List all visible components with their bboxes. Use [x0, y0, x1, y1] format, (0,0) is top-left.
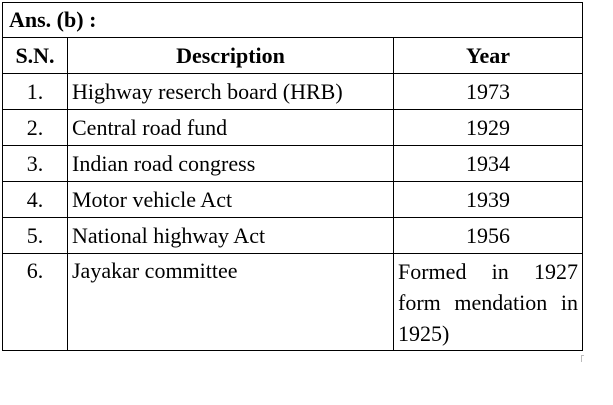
cell-description: Jayakar committee [68, 254, 394, 351]
table-row [3, 254, 583, 351]
column-header-year: Year [394, 38, 583, 74]
cell-year: 1929 [394, 110, 583, 146]
cell-description: Indian road congress [68, 146, 394, 182]
table-row [3, 74, 583, 110]
table-row [3, 218, 583, 254]
header-row [3, 38, 583, 74]
column-header-sn: S.N. [3, 38, 68, 74]
cell-sn: 3. [3, 146, 68, 182]
answer-table [2, 2, 583, 351]
column-header-description: Description [68, 38, 394, 74]
cell-description: Central road fund [68, 110, 394, 146]
cell-description: Motor vehicle Act [68, 182, 394, 218]
cell-year: 1956 [394, 218, 583, 254]
table-row [3, 110, 583, 146]
cell-sn: 5. [3, 218, 68, 254]
cell-sn: 2. [3, 110, 68, 146]
table-row [3, 146, 583, 182]
cell-sn: 6. [3, 254, 68, 351]
cell-year: 1973 [394, 74, 583, 110]
table-row [3, 182, 583, 218]
cell-year: Formed in 1927 form mendation in 1925) [394, 254, 583, 351]
cell-year: 1939 [394, 182, 583, 218]
cell-description: National highway Act [68, 218, 394, 254]
cell-year: 1934 [394, 146, 583, 182]
answer-title: Ans. (b) : [3, 3, 583, 38]
cell-sn: 4. [3, 182, 68, 218]
title-row [3, 3, 583, 38]
cell-description: Highway reserch board (HRB) [68, 74, 394, 110]
resize-corner-mark [581, 355, 584, 362]
cell-sn: 1. [3, 74, 68, 110]
